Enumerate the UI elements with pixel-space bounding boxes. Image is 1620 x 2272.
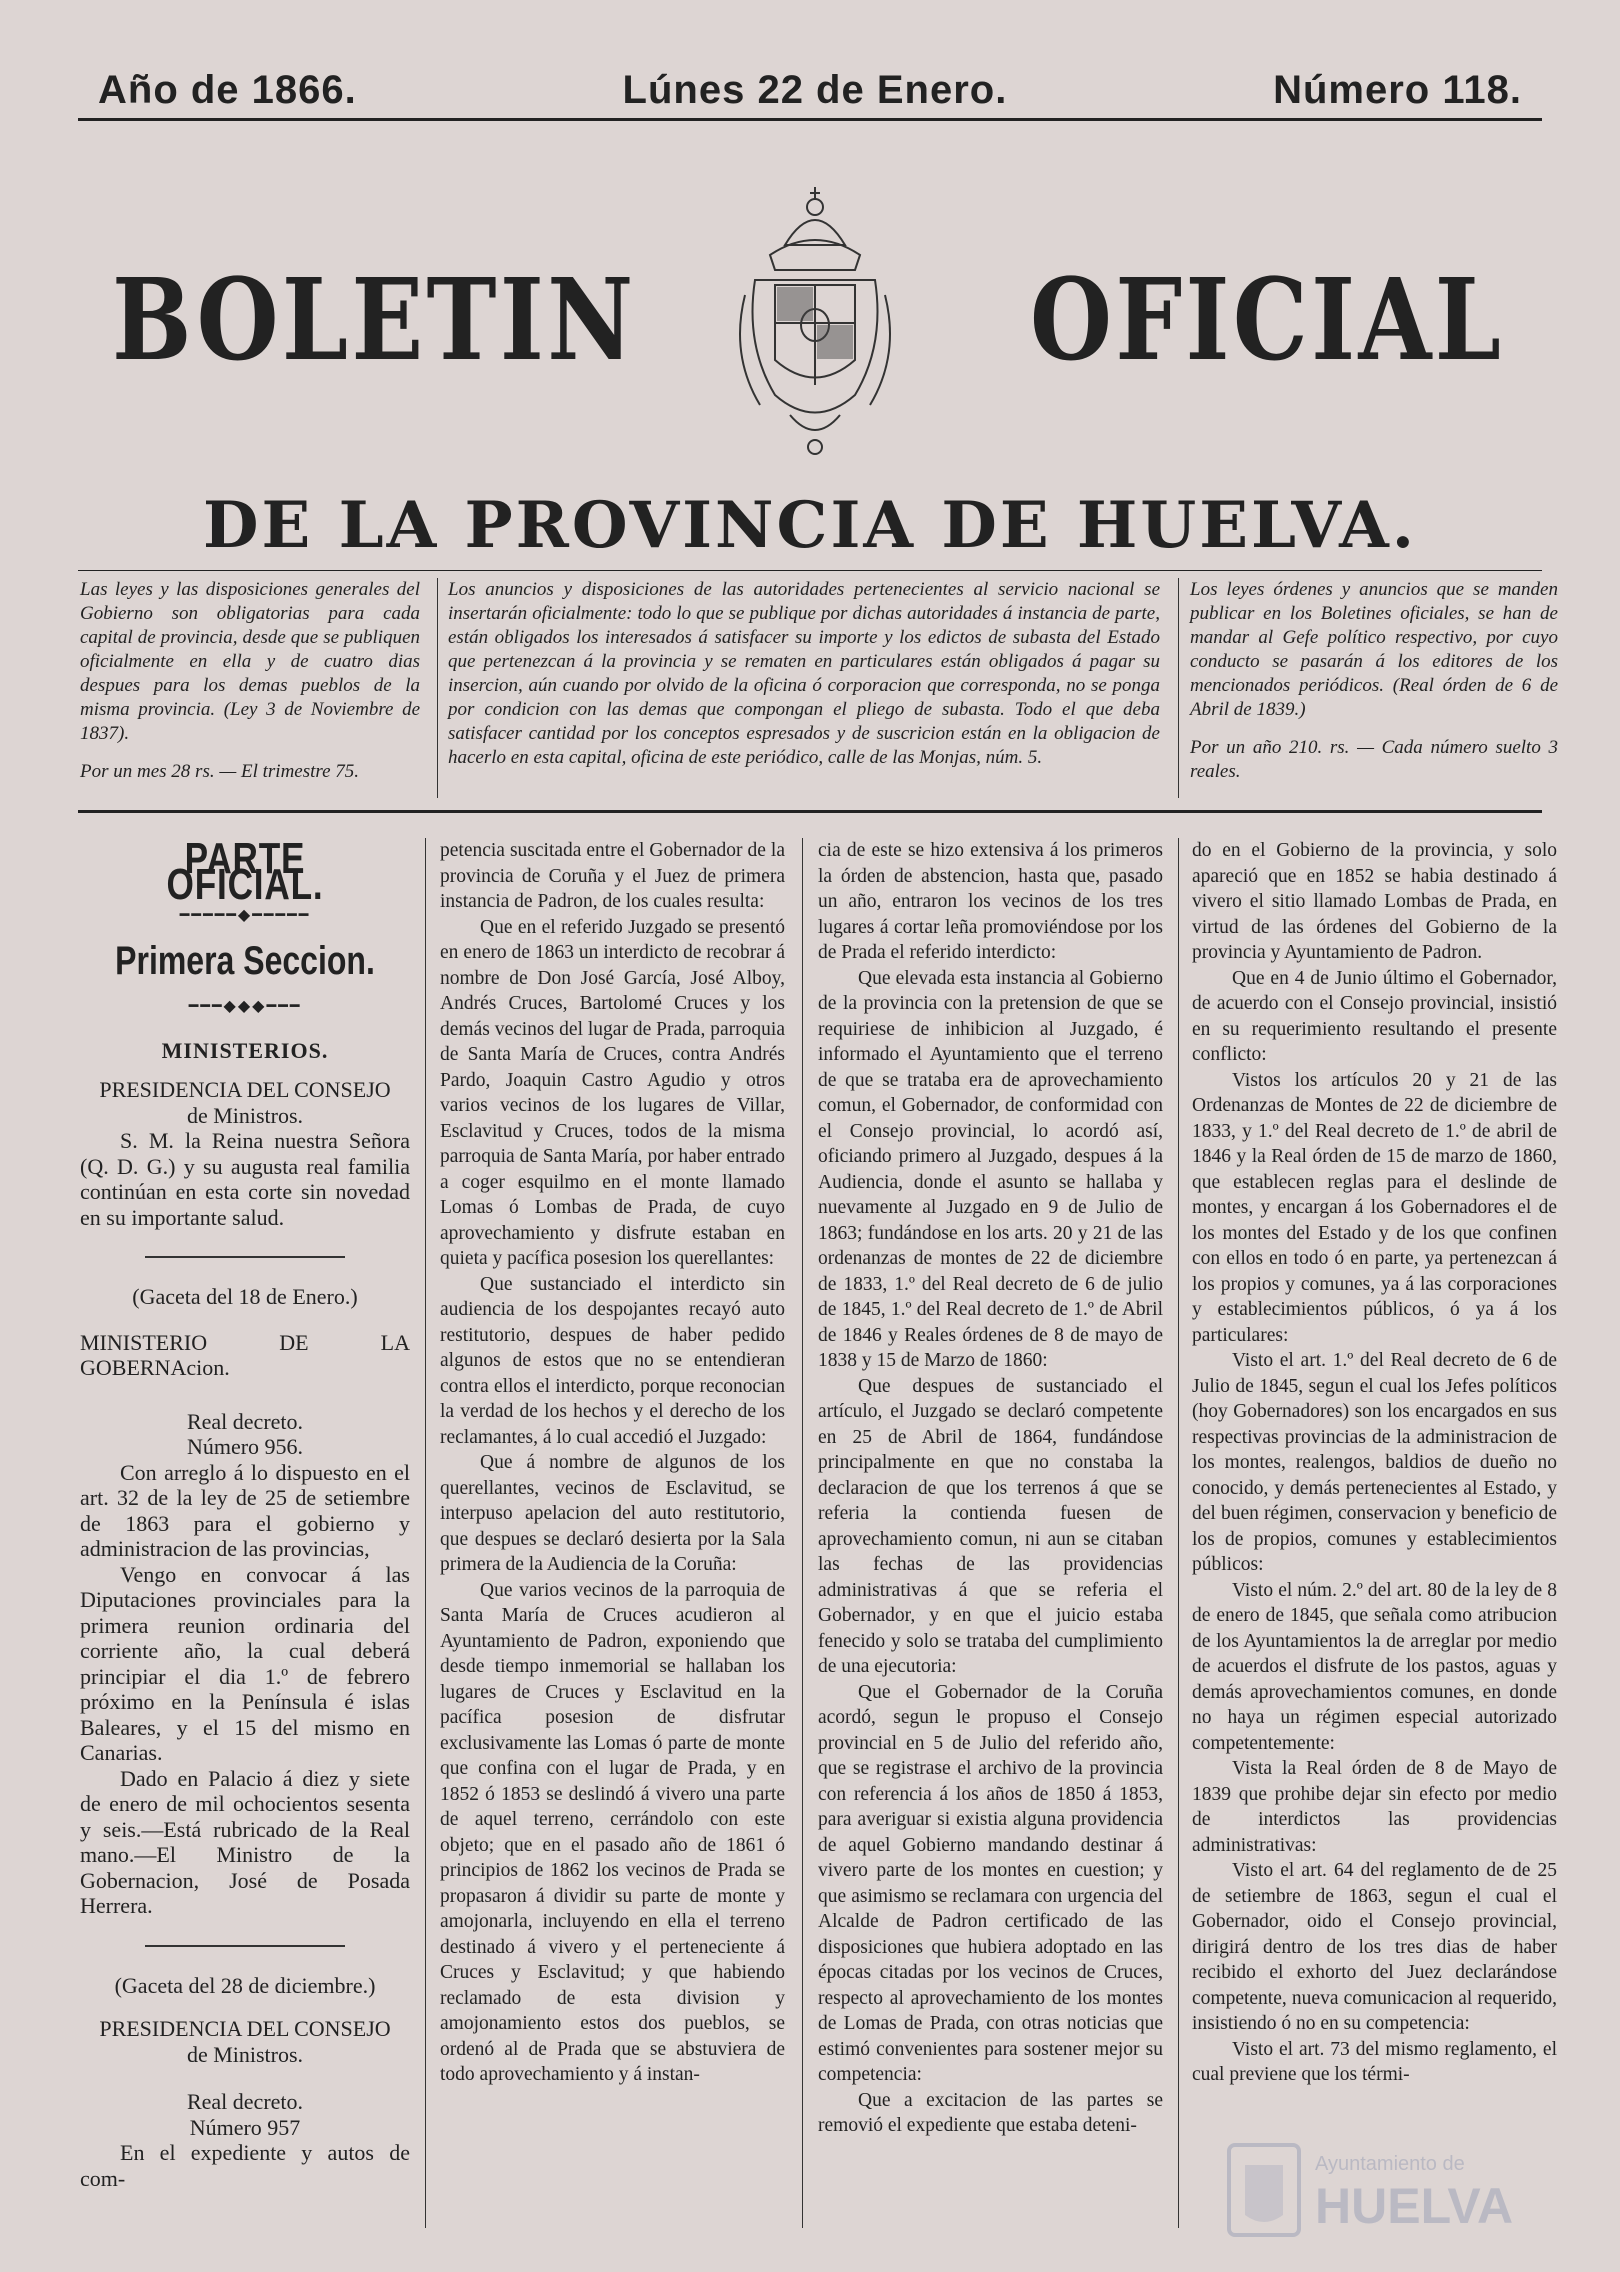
notice-left xyxy=(80,578,420,784)
column-4 xyxy=(1192,838,1557,2088)
body-paragraph: petencia suscitada entre el Gobernador de la provincia de Coruña y el Juez de primera instancia de Padron, de los cuales resulta: xyxy=(440,840,785,912)
dateline xyxy=(78,60,1542,120)
title-left: BOLETIN xyxy=(112,255,637,386)
column-divider-1 xyxy=(425,838,426,2228)
royal-coat-of-arms-icon xyxy=(715,185,915,465)
notice-right xyxy=(1190,578,1558,784)
presidencia-sub: de Ministros. xyxy=(186,1102,304,1128)
column-divider-2 xyxy=(802,838,803,2228)
date-label: Lúnes 22 de Enero. xyxy=(622,67,1008,112)
body-paragraph: Vistos los artículos 20 y 21 de las Ordenanzas de Montes de 22 de diciembre de 1833, y 1.º del Real decreto de 1.º de abril de 1846 y la Real órden de 15 de marzo de 1860, que establecen reglas para el deslinde de montes, y encargan á los Gobernadores el de los montes del Estado y de los que confinen con ellos en todo ó en parte, ya pertenezcan á los propios y comunes, ya á las corporaciones y establecimientos públicos, ó ya á los particulares: xyxy=(1192,1069,1557,1346)
ministerio-gobernacion-heading: MINISTERIO DE LA GOBERNAcion. xyxy=(80,1329,410,1380)
decree-number-1: Número 956. xyxy=(186,1434,304,1459)
body-paragraph: Visto el núm. 2.º del art. 80 de la ley de 8 de enero de 1845, que señala como atribucion de los Ayuntamientos la de arreglar por medio de acuerdos el disfrute de los pastos, aguas y demás aprovechamientos comunes, en donde no haya un régimen especial autorizado competentemente: xyxy=(1192,1579,1557,1754)
notice-divider-1 xyxy=(437,578,438,798)
section-divider xyxy=(145,1256,345,1258)
column-divider-3 xyxy=(1178,838,1179,2228)
decree-paragraph: Vengo en convocar á las Diputaciones provinciales para la primera reunion ordinaria del corriente año, la cual deberá principiar el dia 1.º de febrero próximo en la Península é islas Baleares, y el 15 del mismo en Canarias. xyxy=(80,1561,410,1765)
body-paragraph: Que en 4 de Junio último el Gobernador, de acuerdo con el Consejo provincial, insistió en su requerimiento resultando el presente conflicto: xyxy=(1192,967,1557,1065)
issue-number: Número 118. xyxy=(1273,67,1522,112)
body-paragraph: Que á nombre de algunos de los querellantes, vecinos de Esclavitud, se interpuso apelacion del auto restitutorio, que despues se declaró desierta por la Sala primera de la Audiencia de la Coruña: xyxy=(440,1452,785,1575)
body-paragraph: Que elevada esta instancia al Gobierno de la provincia con la pretension de que se requiriese de inhibicion al Juzgado, é informado el Ayuntamiento que el terreno de que se trataba era de aprovechamiento comun, el Gobernador, de conformidad con el Consejo provincial, lo acordó así, oficiando primero al Juzgado, despues á la Audiencia, donde el asunto se hallaba y nuevamente al Juzgado en 9 de Julio de 1863; fundándose en los arts. 20 y 21 de las ordenanzas de montes de 22 de diciembre de 1833, 1.º del Real decreto de 6 de julio de 1845, 1.º del Real decreto de 1.º de Abril de 1846 y Reales órdenes de 8 de mayo de 1838 y 15 de Marzo de 1860: xyxy=(818,967,1163,1371)
year-label: Año de 1866. xyxy=(98,67,357,112)
decree-paragraph: Dado en Palacio á diez y siete de enero de mil ochocientos sesenta y seis.—Está rubricado de la Real mano.—El Ministro de la Gobernacion, José de Posada Herrera. xyxy=(80,1765,410,1918)
presidencia-sub-2: de Ministros. xyxy=(186,2041,304,2067)
body-paragraph: Que a excitacion de las partes se removió el expediente que estaba deteni- xyxy=(818,2089,1163,2136)
ornament-divider: ━━━◆◆◆━━━ xyxy=(188,998,302,1015)
body-paragraph: Que despues de sustanciado el artículo, el Juzgado se declaró competente en 25 de Abril de 1864, fundándose principalmente en que no constaba la declaracion de que los terrenos á que se referia la contienda fuesen de aprovechamiento comun, ni aun se citaban las fechas de las providencias administrativas á que se referia el Gobernador, y en que el juicio estaba fenecido y solo se trataba del cumplimiento de una ejecutoria: xyxy=(818,1375,1163,1677)
body-paragraph: Que varios vecinos de la parroquia de Santa María de Cruces acudieron al Ayuntamiento de Padron, exponiendo que desde tiempo inmemorial se hallaban los lugares de Cruces y Esclavitud en la pacífica posesion de disfrutar exclusivamente las Lomas ó parte de monte que confina con el lugar de Prada, y en 1852 ó 1853 se deslindó á vivero una parte de aquel terreno, cerrándolo con este objeto; que en el pasado año de 1861 ó principios de 1862 los vecinos de Prada se propasaron á dividir su parte de monte y amojonarla, incluyendo en ella el terreno destinado á vivero y el perteneciente á Cruces y Esclavitud; y que habiendo reclamado de esta division y amojonamiento estos dos pueblos, se ordenó al de Prada que se abstuviera de todo aprovechamiento y á instan- xyxy=(440,1579,785,2085)
notice-right-text: Los leyes órdenes y anuncios que se manden publicar en los Boletines oficiales, se han de mandar al Gefe político respectivo, por cuyo conducto se pasarán á los editores de los mencionados periódicos. (Real órden de 6 de Abril de 1839.) xyxy=(1190,579,1558,720)
body-paragraph: Vista la Real órden de 8 de Mayo de 1839 que prohibe dejar sin efecto por medio de interdictos las providencias administrativas: xyxy=(1192,1758,1557,1856)
header-rule xyxy=(78,118,1542,121)
body-paragraph: Que en el referido Juzgado se presentó en enero de 1863 un interdicto de recobrar á nombre de Don José García, José Alboy, Andrés Cruces, Bartolomé Cruces y los demás vecinos del lugar de Prada, parroquia de Santa María de Cruces, contra Andrés Pardo, Joaquin Castro Agudio y otros varios vecinos de los lugares de Villar, Esclavitud y Cruces, todos de la misma parroquia de Santa María, por haber entrado a coger esquilmo en el monte llamado Lomas ó Lombas de Prada, de cuyo aprovechamiento y disfrute estaban en quieta y pacífica posesion los querellantes: xyxy=(440,916,785,1269)
notice-center xyxy=(448,578,1160,770)
body-top-rule xyxy=(78,810,1542,813)
seal-line-1: Ayuntamiento de xyxy=(1315,2153,1465,2175)
gaceta-note-2: (Gaceta del 28 de diciembre.) xyxy=(114,1972,376,1998)
notice-left-text: Las leyes y las disposiciones generales del Gobierno son obligatorias para cada capital de provincia, desde que se publiquen oficialmente en ella y de cuatro dias despues para los demas pueblos de la misma provincia. (Ley 3 de Noviembre de 1837). xyxy=(80,579,420,744)
column-1 xyxy=(80,834,410,2191)
decree-paragraph: En el expediente y autos de com- xyxy=(80,2140,410,2191)
section-divider xyxy=(145,1945,345,1947)
title-right: OFICIAL xyxy=(1030,255,1505,386)
body-paragraph: Visto el art. 64 del reglamento de de 25 de setiembre de 1863, segun el cual el Gobernador, oido el Consejo provincial, dirigirá dentro de los tres dias de haber recibido el exhorto del Juez declarándose competente, nueva comunicacion al requerido, insistiendo ó no en su competencia: xyxy=(1192,1860,1557,2034)
primera-seccion-heading: Primera Seccion. xyxy=(115,938,375,983)
notice-right-rate: Por un año 210. rs. — Cada número suelto 3 reales. xyxy=(1190,737,1558,782)
column-2 xyxy=(440,838,785,2088)
archive-seal-icon xyxy=(1225,2125,1555,2245)
notice-divider-2 xyxy=(1178,578,1179,798)
presidencia-heading: PRESIDENCIA DEL CONSEJO xyxy=(99,1077,391,1102)
notice-left-rate: Por un mes 28 rs. — El trimestre 75. xyxy=(80,761,360,782)
gaceta-note-1: (Gaceta del 18 de Enero.) xyxy=(132,1284,358,1309)
real-decreto-label-1: Real decreto. xyxy=(186,1408,304,1434)
parte-oficial-heading: PARTE OFICIAL. xyxy=(166,834,324,909)
ministerios-heading: MINISTERIOS. xyxy=(161,1037,329,1063)
notice-top-rule xyxy=(78,570,1542,571)
masthead-subtitle: DE LA PROVINCIA DE HUELVA. xyxy=(203,488,1417,563)
real-decreto-label-2: Real decreto. xyxy=(186,2089,304,2114)
ornament-divider: ━━━━━◆━━━━━ xyxy=(179,907,311,924)
decree-number-2: Número 957 xyxy=(189,2114,301,2140)
body-paragraph: cia de este se hizo extensiva á los primeros la órden de abstencion, hasta que, pasado un año, entraron los vecinos de los tres lugares á cortar leña promoviéndose por los de Prada el referido interdicto: xyxy=(818,840,1163,963)
presidencia-heading-2: PRESIDENCIA DEL CONSEJO xyxy=(99,2016,391,2041)
body-paragraph: Que sustanciado el interdicto sin audiencia de los despojantes recayó auto restitutorio, despues de haber pedido algunos de estos que no se entendieran contra ellos el interdicto, porque reconocian la verdad de los hechos y el derecho de los reclamantes, á lo cual accedió el Juzgado: xyxy=(440,1273,785,1448)
presidencia-body: S. M. la Reina nuestra Señora (Q. D. G.) y su augusta real familia continúan en esta corte sin novedad en su importante salud. xyxy=(80,1128,410,1230)
column-3 xyxy=(818,838,1163,2139)
seal-line-2: HUELVA xyxy=(1315,2178,1514,2234)
body-paragraph: Que el Gobernador de la Coruña acordó, segun le propuso el Consejo provincial en 5 de Julio del referido año, que se registrase el archivo de la provincia con referencia á los años de 1850 á 1853, para averiguar si existia alguna providencia de aquel Gobierno mandando destinar á vivero parte de los montes en cuestion; y que asimismo se reclamara con urgencia del Alcalde de Padron certificado de las disposiciones que hubiera adoptado en las épocas citadas por los vecinos de Cruces, respecto al aprovechamiento de los montes de Lomas de Prada, con otras noticias que estimó convenientes para sostener mejor su competencia: xyxy=(818,1681,1163,2085)
body-paragraph: Visto el art. 73 del mismo reglamento, el cual previene que los térmi- xyxy=(1192,2038,1557,2085)
notice-center-text: Los anuncios y disposiciones de las autoridades pertenecientes al servicio nacional se insertarán oficialmente: todo lo que se publique por dichas autoridades á instancia de parte, están obligados los interesados á satisfacer su importe y los edictos de subasta del Estado que pertenezcan á la provincia y se rematen en particulares están obligados á pagar su insercion, aún cuando por olvido de la oficina ó corporacion que corresponda, no se ponga por condicion con las demas que compongan el pliego de subasta. Todo el que deba satisfacer cantidad por los conceptos espresados y de suscricion están en la obligacion de hacerlo en esta capital, oficina de este periódico, calle de las Monjas, núm. 5. xyxy=(448,579,1160,768)
body-paragraph: do en el Gobierno de la provincia, y solo apareció que en 1852 se habia destinado á vivero el sitio llamado Lombas de Prada, en virtud de las órdenes del Gobierno de la provincia y Ayuntamiento de Padron. xyxy=(1192,840,1557,963)
body-paragraph: Visto el art. 1.º del Real decreto de 6 de Julio de 1845, segun el cual los Jefes políticos (hoy Gobernadores) son los encargados en sus respectivas provincias de la administracion de los montes, realengos, baldios de dueño no conocido, y demás pertenecientes al Estado, y del buen régimen, conservacion y beneficio de los de propios, comunes y establecimientos públicos: xyxy=(1192,1350,1557,1575)
decree-paragraph: Con arreglo á lo dispuesto en el art. 32 de la ley de 25 de setiembre de 1863 para el gobierno y administracion de las provincias, xyxy=(80,1459,410,1561)
